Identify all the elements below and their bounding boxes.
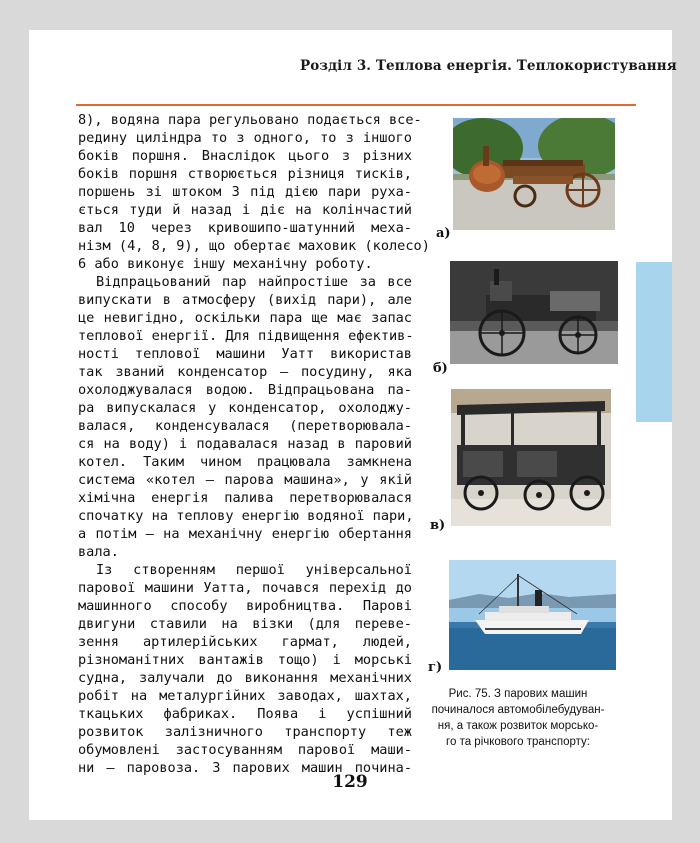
text-line: ності теплової машини Уатт використав	[78, 346, 412, 362]
caption-line: починалося автомобілебудуван-	[431, 704, 605, 716]
caption-line: го та річкового транспорту:	[446, 736, 590, 748]
text-line: розвиток залізничного транспорту теж	[78, 724, 412, 740]
figure-caption	[420, 686, 616, 750]
text-line: котел. Таким чином працювала замкнена	[78, 454, 412, 470]
text-line: боків поршня. Внаслідок цього з різних	[78, 148, 412, 164]
text-line: ра випускалася у конденсатор, охолоджу-	[78, 400, 412, 416]
text-line: а потім – на механічну енергію обертання	[78, 526, 412, 542]
text-line: ється туди й назад і діє на колінчастий	[78, 202, 412, 218]
text-line: різноманітних вантажів тощо) і морські	[78, 652, 412, 668]
text-line: машинного способу виробництва. Парові	[78, 598, 412, 614]
text-line: це невигідно, оскільки пара ще має запас	[78, 310, 412, 326]
text-line: нізм (4, 8, 9), що обертає маховик (колесо)	[78, 238, 430, 254]
header-rule	[76, 104, 636, 106]
text-line: Відпрацьований пар найпростіше за все	[96, 274, 412, 290]
photo-steam-wagon	[451, 389, 611, 526]
text-line: ся на воду) і подавалася назад в паровий	[78, 436, 412, 452]
text-line: вала.	[78, 544, 119, 560]
text-line: валася, конденсувалася (перетворювала-	[78, 418, 412, 434]
body-text	[78, 111, 430, 777]
photo-steamship	[449, 560, 616, 670]
text-line: судна, залучали до виконання механічних	[78, 670, 412, 686]
text-line: зення артилерійських гармат, людей,	[78, 634, 412, 650]
text-line: ткацьких фабриках. Поява і успішний	[78, 706, 412, 722]
text-line: хімічна енергія палива перетворювалася	[78, 490, 412, 506]
text-line: боків поршня створюється різниця тисків,	[78, 166, 412, 182]
figure-label: г)	[428, 660, 443, 675]
text-line: вал 10 через кривошипо-шатунний меха-	[78, 220, 412, 236]
text-line: випускати в атмосферу (вихід пари), але	[78, 292, 412, 308]
text-line: 8), водяна пара регульовано подається все-	[78, 112, 422, 128]
text-line: обумовлені застосуванням парової маши-	[78, 742, 412, 758]
text-line: система «котел – парова машина», у якій	[78, 472, 412, 488]
figure-label: а)	[436, 226, 451, 241]
text-line: 6 або виконує іншу механічну роботу.	[78, 256, 373, 272]
text-line: двигуни ставили на візки (для переве-	[78, 616, 412, 632]
text-line: поршень зі штоком 3 під дією пари руха-	[78, 184, 412, 200]
caption-line: ня, а також розвиток морсько-	[437, 720, 599, 732]
text-line: редину циліндра то з одного, то з іншого	[78, 130, 412, 146]
side-tab	[636, 262, 672, 422]
text-line: так званий конденсатор – посудину, яка	[78, 364, 412, 380]
text-line: теплової енергії. Для підвищення ефектив-	[78, 328, 414, 344]
text-line: спочатку на теплову енергію водяної пари,	[78, 508, 414, 524]
text-line: Із створенням першої універсальної	[96, 562, 412, 578]
text-line: робіт на металургійних заводах, шахтах,	[78, 688, 412, 704]
figure-label: б)	[433, 361, 448, 376]
text-line: охолоджувалася водою. Відпрацьована па-	[78, 382, 412, 398]
text-line: парової машини Уатта, почався перехід до	[78, 580, 412, 596]
page-number: 129	[332, 772, 368, 792]
running-title: Розділ 3. Теплова енергія. Теплокористування	[300, 58, 677, 74]
figure-label: в)	[430, 518, 446, 533]
photo-steam-carriage	[453, 118, 615, 230]
caption-line: Рис. 75. З парових машин	[448, 688, 588, 700]
photo-steam-car	[450, 261, 618, 364]
text-line: ни – паровоза. З парових машин почина-	[78, 760, 412, 776]
